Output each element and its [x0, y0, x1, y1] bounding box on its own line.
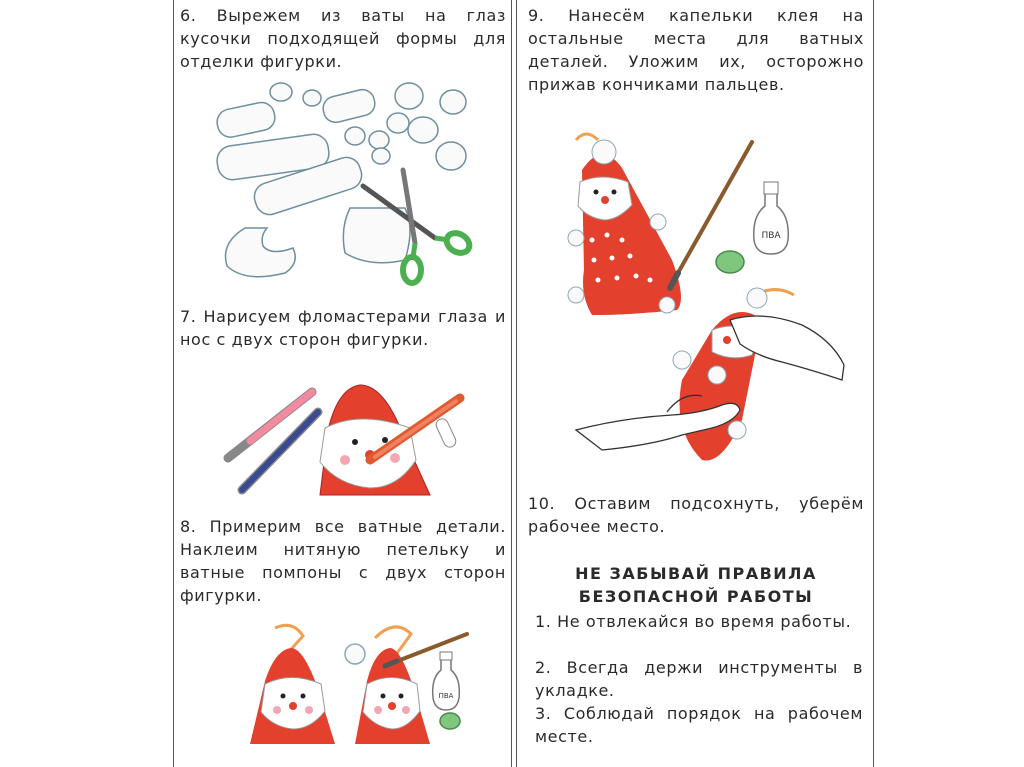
cotton-piece	[343, 208, 410, 263]
glue-cup-icon	[440, 713, 460, 729]
right-column-border	[873, 0, 874, 767]
glue-bottle-icon	[433, 652, 460, 710]
glue-bottle-icon	[754, 182, 789, 254]
gluing-hands-illustration	[562, 130, 852, 470]
step-7-text: 7. Нарисуем фломастерами глаза и нос с двух сторон фигурки.	[180, 307, 506, 349]
cotton-ball	[387, 113, 409, 133]
cotton-pompom	[345, 644, 365, 664]
cotton-pieces-scissors-illustration	[205, 78, 485, 293]
cotton-ball	[408, 117, 438, 143]
step-9-text: 9. Нанесём капельки клея на остальные места для ватных деталей. Уложим их, осторожно прижав кончиками пальцев.	[528, 6, 864, 94]
pompom-figures-illustration	[245, 626, 475, 746]
cotton-ball	[345, 127, 365, 145]
markers-figure-illustration	[220, 380, 470, 498]
cotton-ball	[270, 83, 292, 101]
glue-cup-icon	[716, 251, 744, 273]
left-column-border	[173, 0, 174, 767]
cotton-strip	[215, 100, 278, 139]
santa-figure-icon	[355, 627, 430, 744]
cotton-ball	[369, 131, 389, 149]
santa-figure-icon	[320, 385, 430, 495]
center-divider-right	[516, 0, 517, 767]
cotton-ball	[303, 90, 321, 106]
step-10-text: 10. Оставим подсохнуть, уберём рабочее место.	[528, 494, 864, 536]
center-divider-left	[511, 0, 512, 767]
safety-rule-1: 1. Не отвлекайся во время работы.	[535, 612, 852, 631]
santa-figure-icon	[568, 134, 681, 315]
step-8-text: 8. Примерим все ватные детали. Наклеим нитяную петельку и ватные помпоны с двух сторон фигурки.	[180, 517, 506, 605]
marker-blue-icon	[242, 412, 318, 490]
cotton-strip	[321, 87, 378, 125]
cotton-ball	[395, 83, 423, 109]
cotton-ball	[436, 142, 466, 170]
santa-figure-icon	[250, 625, 335, 744]
cotton-ball	[440, 90, 466, 114]
glue-bottle-label: ПВА	[761, 231, 781, 241]
step-6-text: 6. Вырежем из ваты на глаз кусочки подходящей формы для отделки фигурки.	[180, 6, 506, 71]
safety-rules-heading: НЕ ЗАБЫВАЙ ПРАВИЛА БЕЗОПАСНОЙ РАБОТЫ	[575, 564, 817, 606]
glue-bottle-label: ПВА	[438, 692, 454, 700]
safety-rule-2: 2. Всегда держи инструменты в укладке.	[535, 658, 863, 700]
safety-rule-3: 3. Соблюдай порядок на рабочем месте.	[535, 704, 863, 746]
cotton-ball	[372, 148, 390, 164]
santa-figure-icon	[673, 288, 794, 461]
paintbrush-icon	[385, 634, 467, 666]
cotton-crescent	[225, 228, 295, 277]
